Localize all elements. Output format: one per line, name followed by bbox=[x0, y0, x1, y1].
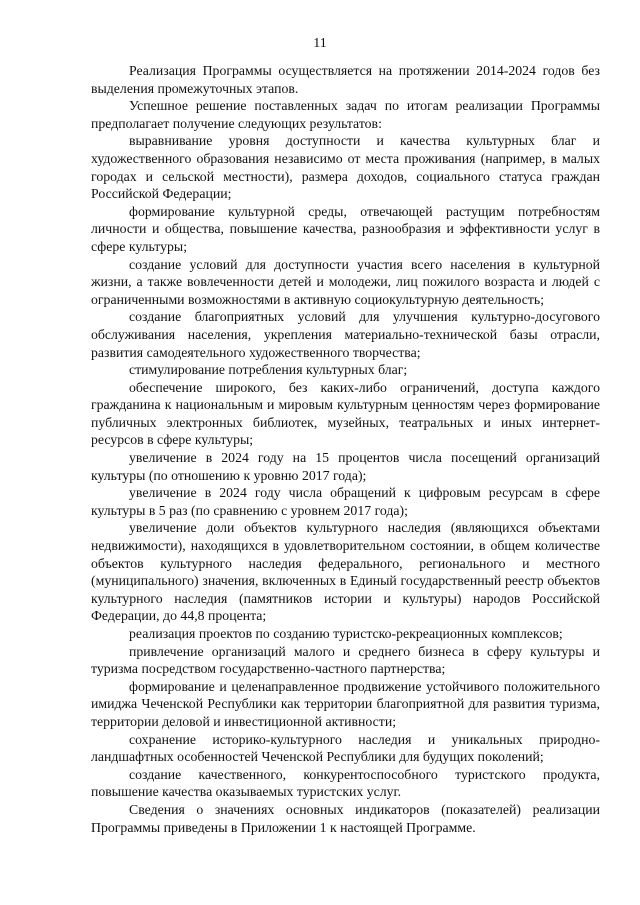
paragraph-result-tourist-complexes: реализация проектов по созданию туристско-рекреационных комплексов; bbox=[129, 626, 563, 641]
paragraph-result-digital-access: обеспечение широкого, без каких-либо ограничений, доступа каждого гражданина к национальным и мировым культурным ценностям через формирование публичных электронных библиотек, музейных, театральных и иных интернет-ресурсов в сфере культуры; bbox=[91, 379, 600, 448]
paragraph-result-consumption: стимулирование потребления культурных благ; bbox=[129, 362, 408, 378]
paragraph-indicators-reference: Сведения о значениях основных индикаторов (показателей) реализации Программы приведены в Приложении 1 к настоящей Программе. bbox=[91, 801, 600, 835]
paragraph-result-equal-access: выравнивание уровня доступности и качества культурных благ и художественного образования независимо от места проживания (например, в малых городах и сельской местности), размера доходов, социального статуса граждан Российской Федерации; bbox=[91, 133, 600, 202]
page-number: 11 bbox=[313, 36, 327, 51]
paragraph-result-business-involvement: привлечение организаций малого и среднего бизнеса в сферу культуры и туризма посредством государственно-частного партнерства; bbox=[91, 643, 600, 677]
document-body bbox=[91, 62, 600, 836]
paragraph-result-image: формирование и целенаправленное продвижение устойчивого положительного имиджа Чеченской Республики как территории благоприятной для развития туризма, территории деловой и инвестиционной активности; bbox=[91, 678, 600, 729]
paragraph-program-period: Реализация Программы осуществляется на протяжении 2014-2024 годов без выделения промежуточных этапов. bbox=[91, 63, 600, 96]
paragraph-result-digital-requests: увеличение в 2024 году числа обращений к цифровым ресурсам в сфере культуры в 5 раз (по сравнению с уровнем 2017 года); bbox=[91, 485, 600, 518]
paragraph-result-leisure-services: создание благоприятных условий для улучшения культурно-досугового обслуживания населения, укрепления материально-технической базы отрасли, развития самодеятельного художественного творчества; bbox=[91, 309, 600, 360]
paragraph-result-cultural-environment: формирование культурной среды, отвечающей растущим потребностям личности и общества, повышение качества, разнообразия и эффективности услуг в сфере культуры; bbox=[91, 203, 600, 254]
paragraph-result-visits-increase: увеличение в 2024 году на 15 процентов числа посещений организаций культуры (по отношению к уровню 2017 года); bbox=[91, 450, 600, 483]
paragraph-result-heritage-objects: увеличение доли объектов культурного наследия (являющихся объектами недвижимости), находящихся в удовлетворительном состоянии, в общем количестве объектов культурного наследия федерального, регионального и местного (муниципального) значения, включенных в Единый государственный реестр объектов культурного наследия (памятников истории и культуры) народов Российской Федерации, до 44,8 процента; bbox=[91, 520, 600, 624]
paragraph-expected-results-intro: Успешное решение поставленных задач по итогам реализации Программы предполагает получение следующих результатов: bbox=[91, 98, 600, 131]
paragraph-result-participation: создание условий для доступности участия всего населения в культурной жизни, а также вовлеченности детей и молодежи, лиц пожилого возраста и людей с ограниченными возможностями в активную социокультурную деятельность; bbox=[91, 256, 600, 307]
paragraph-result-tourist-product: создание качественного, конкурентоспособного туристского продукта, повышение качества оказываемых туристских услуг. bbox=[91, 766, 600, 800]
paragraph-result-heritage-preservation: сохранение историко-культурного наследия и уникальных природно-ландшафтных особенностей Чеченской Республики для будущих поколений; bbox=[91, 731, 600, 765]
